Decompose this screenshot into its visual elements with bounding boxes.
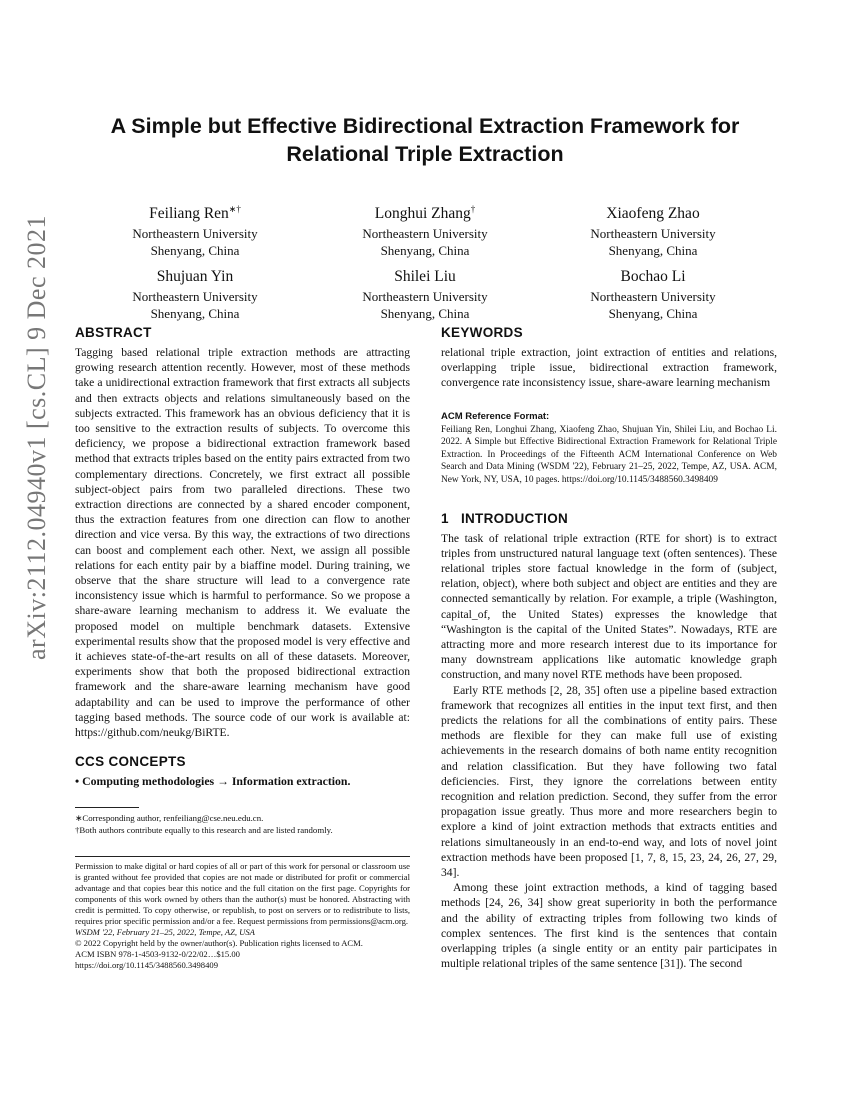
permission-text: Permission to make digital or hard copies of all or part of this work for personal or classroom use is granted without fee provided that copies are not made or distributed for profit or commercial advantage and that copies bear this notice and the full citation on the first page. Copyrights for components of this work owned by others than the author(s) must be honored. Abstracting with credit is permitted. To copy otherwise, or republish, to post on servers or to redistribute to lists, requires prior specific permission and/or a fee. Request permissions from permissions@acm.org. [75, 861, 410, 926]
author-name: Shujuan Yin [156, 268, 234, 286]
author-name: Shilei Liu [394, 268, 456, 286]
ccs-concept: • Computing methodologies → Information extraction. [75, 774, 351, 789]
title-line-2: Relational Triple Extraction [286, 142, 564, 166]
author-block [543, 261, 763, 322]
author-location: Shenyang, China [380, 243, 470, 259]
author-affiliation: Northeastern University [590, 226, 716, 242]
author-affiliation: Northeastern University [362, 226, 488, 242]
intro-paragraph: Among these joint extraction methods, a kind of tagging based methods [24, 26, 34] show great superiority in both the performance and the ability of extracting triples from following two kinds of complex sentences. The first kind is the sentences that contain overlapping triples (a single entity or an entity pair participates in multiple relational triples of the same sentence [31]). The second [441, 881, 777, 971]
author-affiliation: Northeastern University [132, 226, 258, 242]
author-mark: ∗† [228, 204, 241, 214]
author-affiliation: Northeastern University [132, 289, 258, 305]
author-location: Shenyang, China [150, 243, 240, 259]
author-block [85, 198, 305, 259]
author-block [543, 198, 763, 259]
author-name: Longhui Zhang [374, 205, 471, 223]
title-line-1: A Simple but Effective Bidirectional Extraction Framework for [110, 114, 740, 138]
author-affiliation: Northeastern University [590, 289, 716, 305]
author-block [85, 261, 305, 322]
arxiv-side-stamp: arXiv:2112.04940v1 [cs.CL] 9 Dec 2021 [22, 214, 51, 660]
copyright-line: © 2022 Copyright held by the owner/author(s). Publication rights licensed to ACM. [75, 938, 363, 948]
author-location: Shenyang, China [608, 243, 698, 259]
footnote-rule [75, 807, 139, 808]
author-name: Bochao Li [620, 268, 686, 286]
paper-title [60, 112, 790, 168]
left-column [75, 325, 410, 836]
abstract-text: Tagging based relational triple extraction methods are attracting growing research attention recently. However, most of these methods take a unidirectional extraction framework that first extracts all subjects and then extracts objects and relations simultaneously based on the subjects extracted. This framework has an obvious deficiency that it is too sensitive to the extraction results of subjects. To overcome this deficiency, we propose a bidirectional extraction framework based method that extracts triples based on the entity pairs extracted from two complementary directions. Concretely, we first extract all possible subject-object pairs from two paralleled directions. These two extraction directions are connected by a shared encoder component, thus the extraction features from one direction can flow to another direction and vice versa. By this way, the extractions of two directions can boost and complement each other. Next, we assign all possible relations for each entity pair by a biaffine model. During training, we observe that the share structure will lead to a convergence rate inconsistency issue which is harmful to performance. So we propose a share-aware learning mechanism to address it. We evaluate the proposed model on multiple benchmark datasets. Extensive experimental results show that the proposed model is very effective and it achieves state-of-the-art results on all of these datasets. Moreover, experiments show that both the proposed bidirectional extraction framework and the share-aware learning mechanism have good adaptability and can be used to improve the performance of other tagging based methods. The source code of our work is available at: https://github.com/neukg/BiRTE. [75, 346, 410, 740]
isbn-line: ACM ISBN 978-1-4503-9132-0/22/02…$15.00 [75, 949, 240, 959]
author-block [315, 261, 535, 322]
author-block [315, 198, 535, 259]
doi-line: https://doi.org/10.1145/3488560.3498409 [75, 960, 218, 970]
footnote: ∗Corresponding author, renfeiliang@cse.neu.edu.cn. [75, 813, 264, 824]
keywords-text: relational triple extraction, joint extraction of entities and relations, overlapping triple issue, bidirectional extraction framework, convergence rate inconsistency issue, share-aware learning mechanism [441, 346, 777, 390]
keywords-heading: KEYWORDS [441, 325, 523, 340]
right-column [441, 325, 777, 971]
venue-line: WSDM '22, February 21–25, 2022, Tempe, AZ, USA [75, 927, 255, 937]
ccs-heading: CCS CONCEPTS [75, 754, 186, 770]
author-mark: † [470, 204, 476, 214]
author-location: Shenyang, China [380, 306, 470, 322]
abstract-heading: ABSTRACT [75, 325, 152, 340]
introduction-heading: 1 INTRODUCTION [441, 510, 569, 526]
introduction-section [441, 511, 777, 972]
author-location: Shenyang, China [608, 306, 698, 322]
permission-rule [75, 856, 410, 857]
author-location: Shenyang, China [150, 306, 240, 322]
intro-paragraph: Early RTE methods [2, 28, 35] often use a pipeline based extraction framework that recognizes all entities in the input text first, and then predicts the relations for all the combinations of entity pairs. These methods are flexible for they can make full use of existing achievements in the research domains of both name entity recognition and relation classification. But they have following two fatal deficiencies. First, they ignore the correlations between entity recognition and relation prediction. Second, they suffer from the error propagation issue greatly. Thus more and more researchers begin to explore a kind of joint extraction methods that extracts entities and relations simultaneously in an end-to-end way, and lots of novel joint extraction methods have been proposed [1, 7, 8, 15, 23, 24, 26, 27, 29, 34]. [441, 683, 777, 880]
permission-block [75, 856, 410, 971]
acm-reference-heading: ACM Reference Format: [441, 410, 550, 422]
author-name: Xiaofeng Zhao [606, 205, 700, 223]
intro-paragraph: The task of relational triple extraction (RTE for short) is to extract triples from unstructured natural language text (often sentences). These relational triples store factual knowledge in the form of (subject, relation, object), where both subject and object are entities and they are connected semantically by relation. For example, a triple (Washington, capital_of, the United States) expresses the knowledge that “Washington is the capital of the United States”. Nowadays, RTE are attracting more and more research interest due to its importance for many downstream applications like automatic knowledge graph construction, and many novel RTE methods have been proposed. [441, 531, 777, 682]
footnote: †Both authors contribute equally to this research and are listed randomly. [75, 825, 333, 836]
acm-reference-text: Feiliang Ren, Longhui Zhang, Xiaofeng Zhao, Shujuan Yin, Shilei Liu, and Bochao Li. 2022. A Simple but Effective Bidirectional Extraction Framework for Relational Triple Extraction. In Proceedings of the Fifteenth ACM International Conference on Web Search and Data Mining (WSDM '22), February 21–25, 2022, Tempe, AZ, USA. ACM, New York, NY, USA, 10 pages. https://doi.org/10.1145/3488560.3498409 [441, 424, 777, 485]
author-affiliation: Northeastern University [362, 289, 488, 305]
author-name: Feiliang Ren [149, 205, 229, 223]
